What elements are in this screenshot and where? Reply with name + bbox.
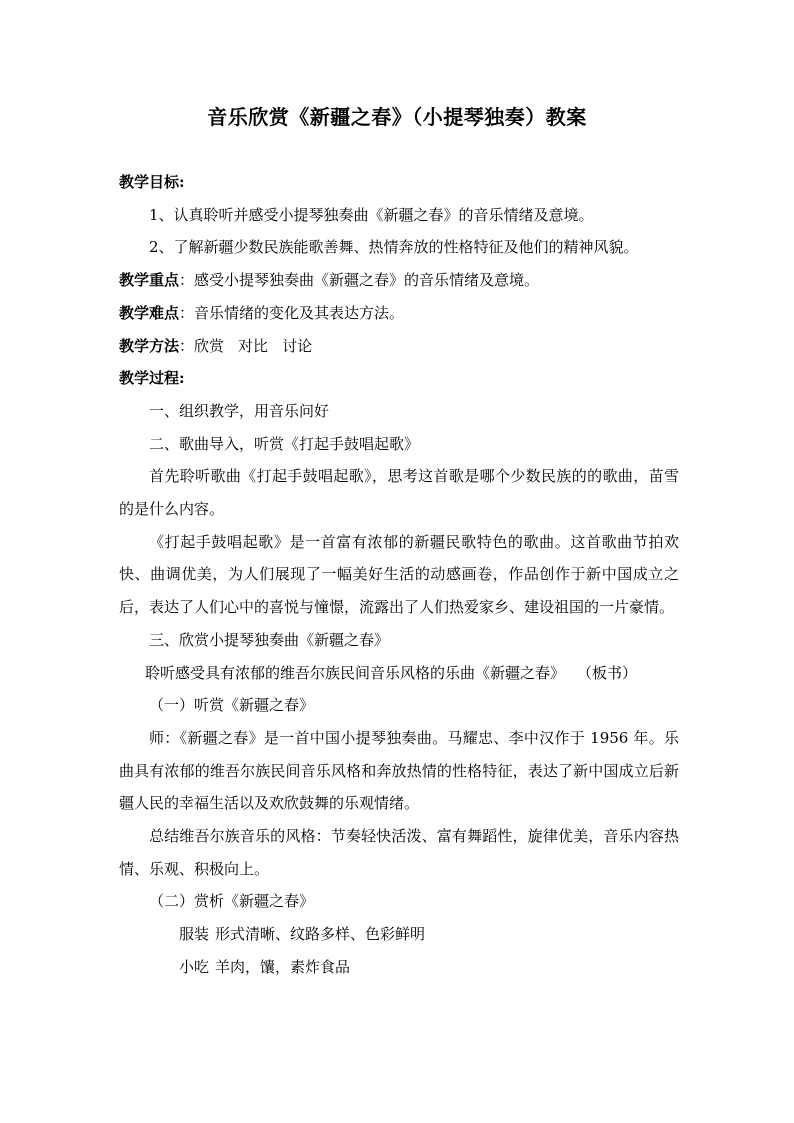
focus-text: ：感受小提琴独奏曲《新疆之春》的音乐情绪及意境。 (179, 271, 540, 290)
objectives-heading: 教学目标: (119, 173, 185, 191)
list-item (119, 951, 679, 984)
document-title: 音乐欣赏《新疆之春》（小提琴独奏）教案 (207, 105, 587, 129)
method-item: 对比 (238, 336, 269, 355)
paragraph-1: 首先聆听歌曲《打起手鼓唱起歌》，思考这首歌是哪个少数民族的的歌曲，苗雪的是什么内容。 (119, 467, 679, 519)
method-label: 教学方法 (119, 336, 180, 355)
blackboard-note: （板书） (577, 663, 638, 682)
subsection-1: （一）听赏《新疆之春》 (149, 696, 315, 715)
method-colon: ： (179, 336, 195, 355)
list-item (119, 918, 679, 951)
method-item: 讨论 (282, 336, 313, 355)
item-desc: 羊肉，馕，素炸食品 (215, 957, 351, 976)
subsection-2: （二）赏析《新疆之春》 (149, 892, 315, 911)
difficulty-text: ：音乐情绪的变化及其表达方法。 (179, 303, 405, 322)
focus-label: 教学重点 (119, 271, 180, 290)
item-term: 服装 (179, 925, 210, 944)
process-heading: 教学过程: (119, 369, 185, 388)
step-3: 三、欣赏小提琴独奏曲《新疆之春》 (149, 630, 390, 649)
step-2: 二、歌曲导入，听赏《打起手鼓唱起歌》 (149, 434, 420, 453)
method-line (119, 330, 679, 363)
item-term: 小吃 (179, 957, 210, 976)
paragraph-5: 总结维吾尔族音乐的风格：节奏轻快活泼、富有舞蹈性，旋律优美，音乐内容热情、乐观、积极向上。 (119, 827, 679, 878)
focus-line (119, 264, 679, 297)
paragraph-3: 聆听感受具有浓郁的维吾尔族民间音乐风格的乐曲《新疆之春》 （板书） (145, 663, 638, 682)
objective-2: 2、了解新疆少数民族能歌善舞、热情奔放的性格特征及他们的精神风貌。 (149, 238, 639, 257)
document-body (119, 166, 679, 984)
step-1: 一、组织教学，用音乐问好 (149, 401, 330, 420)
objective-1: 1、认真聆听并感受小提琴独奏曲《新疆之春》的音乐情绪及意境。 (149, 205, 594, 224)
item-desc: 形式清晰、纹路多样、色彩鲜明 (215, 925, 426, 944)
paragraph-2: 《打起手鼓唱起歌》是一首富有浓郁的新疆民歌特色的歌曲。这首歌曲节拍欢快、曲调优美，为人们展现了一幅美好生活的动感画卷，作品创作于新中国成立之后，表达了人们心中的喜悦与憧憬，流露出了人们热爱家乡、建设祖国的一片豪情。 (119, 532, 679, 617)
difficulty-label: 教学难点 (119, 303, 180, 322)
method-item: 欣赏 (194, 336, 225, 355)
paragraph-4: 师：《新疆之春》是一首中国小提琴独奏曲。马耀忠、李中汉作于 1956 年。乐曲具有浓郁的维吾尔族民间音乐风格和奔放热情的性格特征，表达了新中国成立后新疆人民的幸福生活以及欢欣鼓舞的乐观情绪。 (119, 728, 679, 813)
difficulty-line (119, 297, 679, 330)
